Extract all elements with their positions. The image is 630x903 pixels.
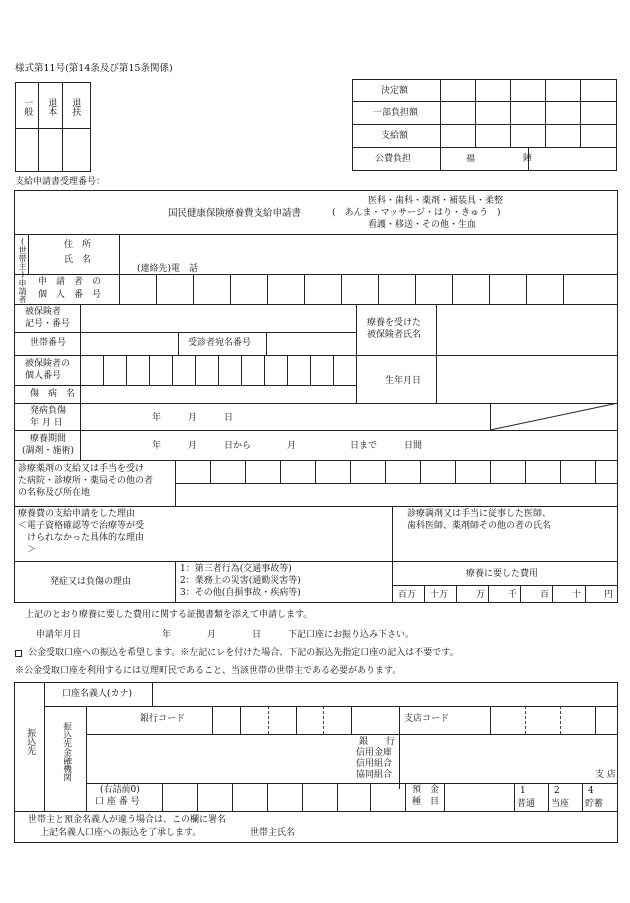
stamp-box: [15, 82, 91, 172]
deposit-current-num: 2: [554, 786, 560, 796]
deposit-type-label-1: 預 金: [412, 785, 440, 795]
public-expense-label: 公費負担: [375, 154, 412, 164]
reason-label-3: けられなかった具体的な理由: [18, 533, 145, 543]
category-line-1: 医科・歯科・薬剤・補装具・柔整: [368, 196, 504, 206]
cause-option-2[interactable]: 2：業務上の災害(通勤災害等): [180, 576, 301, 586]
declaration-text: 上記のとおり療養に要した費用に関する証拠書類を添えて申請します。: [25, 610, 313, 620]
branch-label: 支 店: [595, 770, 616, 780]
category-line-3: 看護・移送・その他・生血: [368, 220, 477, 230]
practitioner-label-2: 歯科医師、薬剤師その他の者の氏名: [407, 521, 552, 531]
cost-unit-yen: 円: [604, 590, 614, 600]
onset-diagonal-line: [490, 403, 618, 430]
deposit-savings-num: 4: [588, 786, 594, 796]
partial-payment-label: 一部負担額: [373, 108, 419, 118]
bank-type-kyodo[interactable]: 協同組合: [356, 770, 393, 780]
application-date-line: 申請年月日 年 月 日 下記口座にお振り込み下さい。: [36, 630, 415, 640]
patient-name-label-1: 療養を受けた: [367, 318, 422, 328]
patient-name-label-2: 被保険者氏名: [367, 330, 422, 340]
bank-type-shinkumi[interactable]: 信用組合: [356, 759, 393, 769]
period-value: 年 月 日から 月 日まで 日間: [152, 441, 423, 451]
practitioner-label-1: 診療調剤又は手当に従事した医師、: [407, 509, 552, 519]
insured-symbol-label-1: 被保険者: [25, 307, 62, 317]
footer-line-2: 上記名義人口座への振込を了承します。: [40, 828, 202, 838]
applicant-number-cells[interactable]: [119, 274, 618, 304]
right-align-note: (右詰前0): [100, 785, 140, 795]
footer-line-1: 世帯主と預金名義人が違う場合は、この欄に署名: [28, 815, 227, 825]
reason-label-2: ＜電子資格確認等で治療等が受: [18, 521, 145, 531]
cost-unit-hundred: 百: [540, 590, 550, 600]
hospital-label-2: た病院・診療所・薬局その他の者: [18, 476, 154, 486]
stamp-col-retired-dependent: 退扶: [70, 98, 81, 116]
bank-side-label: 振込先: [25, 728, 36, 755]
cost-unit-thousand: 千: [508, 590, 518, 600]
insured-personal-number-label-1: 被保険者の: [25, 359, 71, 369]
stamp-col-general: 一般: [22, 98, 33, 116]
stamp-col-retired-self: 退本: [46, 98, 57, 116]
deposit-current[interactable]: 当座: [551, 799, 570, 809]
deposit-savings[interactable]: 貯蓄: [585, 799, 604, 809]
receipt-number-label: 支給申請書受理番号：: [15, 177, 106, 187]
applicant-side-label: (世帯主)申請者: [18, 237, 27, 303]
cause-option-1[interactable]: 1：第三者行為(交通事故等): [180, 564, 292, 574]
applicant-number-label-1: 申 請 者 の: [38, 277, 102, 287]
insured-personal-number-label-2: 個人番号: [25, 371, 62, 381]
decision-amount-label: 決定額: [381, 86, 409, 96]
birth-date-label: 生年月日: [385, 376, 422, 386]
account-number-label: 口 座 番 号: [95, 797, 140, 807]
institution-label: 振込先金融機関: [61, 722, 72, 782]
deposit-ordinary[interactable]: 普通: [517, 799, 536, 809]
deposit-ordinary-num: 1: [520, 786, 526, 796]
public-account-checkbox[interactable]: [15, 650, 22, 657]
cost-unit-ten: 十: [572, 590, 582, 600]
public-account-note: ※公金受取口座を利用するには豆理町民であること、当該世帯の世帯主である必要があります。: [15, 666, 402, 676]
payment-amount-label: 支給額: [381, 131, 409, 141]
examinee-number-label: 受診者宛名番号: [188, 338, 252, 348]
welfare-label: 福: [466, 154, 476, 164]
form-title: 国民健康保険療養費支給申請書: [168, 208, 302, 219]
phone-label: (連絡先)電 話: [137, 264, 199, 274]
form-number: 様式第11号(第14条及び第15条関係): [15, 63, 173, 74]
applicant-number-label-2: 個 人 番 号: [38, 290, 102, 300]
period-label-2: (調剤・施術): [22, 446, 75, 456]
onset-label-1: 発病負傷: [30, 406, 67, 416]
bank-type-bank[interactable]: 銀 行: [359, 737, 396, 747]
disease-label: 傷 病 名: [30, 389, 76, 399]
hospital-label-3: の名称及び所在地: [18, 488, 91, 498]
account-holder-label: 口座名義人(カナ): [62, 689, 133, 699]
cost-unit-ten-thousand: 万: [476, 590, 486, 600]
hospital-code-cells[interactable]: [175, 460, 618, 483]
reason-label-1: 療養費の支給申請をした理由: [18, 509, 136, 519]
onset-label-2: 年 月 日: [30, 418, 63, 428]
insured-personal-number-cells[interactable]: [80, 355, 356, 385]
reason-label-4: ＞: [18, 545, 37, 555]
name-label: 氏 名: [64, 255, 92, 265]
deposit-type-label-2: 種 目: [412, 797, 440, 807]
cost-unit-hundred-thousand: 十万: [430, 590, 449, 600]
public-account-checkbox-text: 公金受取口座への振込を希望します。※左記にレを付けた場合、下記の振込先指定口座の記入は不要です。: [28, 648, 459, 658]
insured-symbol-label-2: 記号・番号: [25, 319, 71, 329]
branch-code-label: 支店コード: [404, 714, 450, 724]
bank-code-label: 銀行コード: [140, 714, 186, 724]
householder-name-label: 世帯主氏名: [250, 828, 296, 838]
period-label-1: 療養期間: [30, 434, 67, 444]
onset-date: 年 月 日: [152, 413, 234, 423]
household-number-label: 世帯番号: [30, 338, 67, 348]
address-label: 住 所: [64, 240, 92, 250]
cost-unit-million: 百万: [398, 590, 417, 600]
cause-option-3[interactable]: 3：その他(自損事故・疾病等): [180, 588, 301, 598]
cause-label: 発症又は負傷の理由: [50, 577, 132, 587]
hospital-label-1: 診療薬剤の支給又は手当を受け: [18, 464, 145, 474]
cost-label: 療養に要した費用: [466, 569, 539, 579]
category-line-2: ( あんま・マッサージ・はり・きゅう ): [332, 208, 501, 218]
disability-label: 障: [523, 154, 533, 164]
bank-type-shinkin[interactable]: 信用金庫: [356, 748, 393, 758]
